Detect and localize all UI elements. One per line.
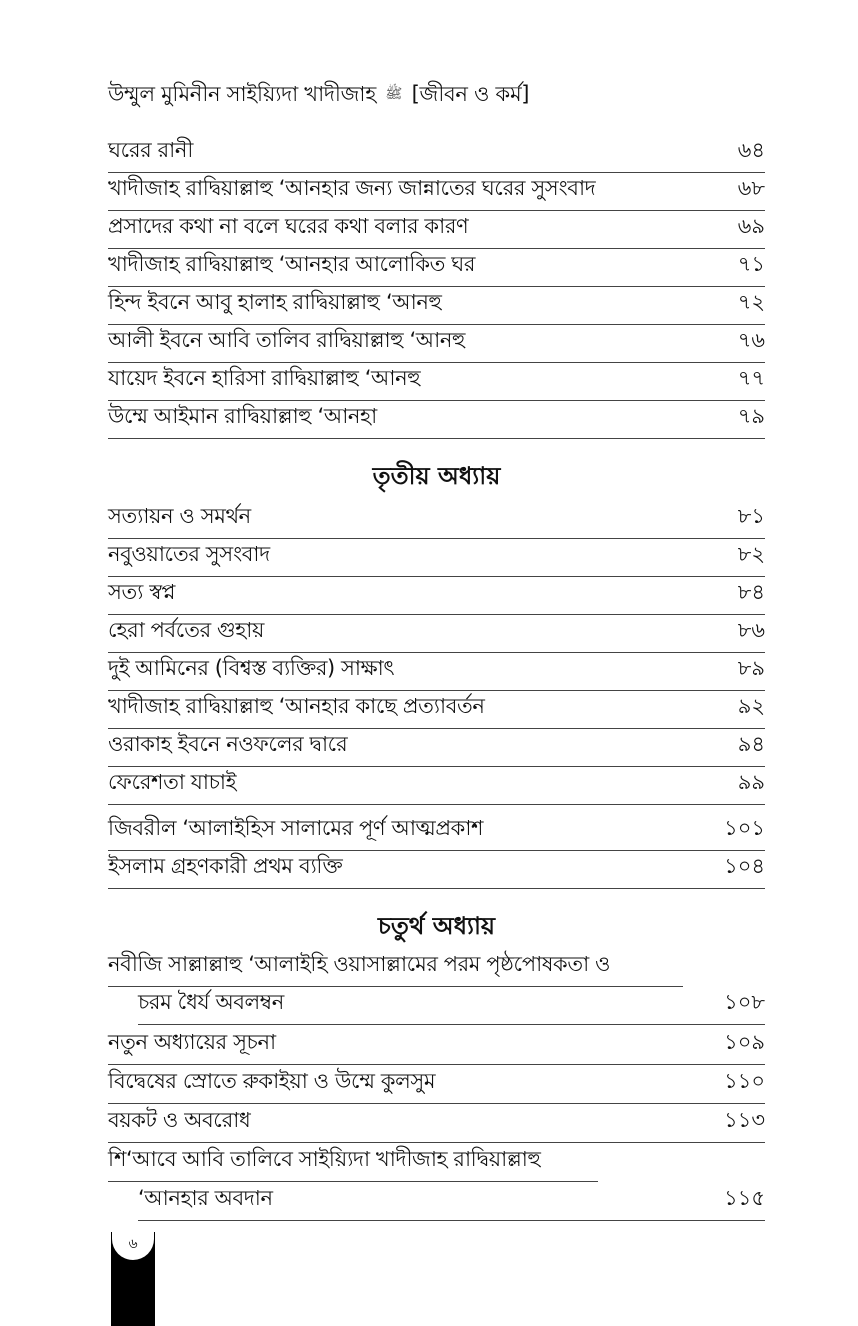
toc-entry-title: বিদ্বেষের স্রোতে রুকাইয়া ও উম্মে কুলসুম <box>108 1069 436 1093</box>
toc-entry-page: ১০৯ <box>724 1030 765 1054</box>
toc-entry-page: ৯২ <box>737 694 765 718</box>
toc-entry[interactable] <box>108 504 765 539</box>
toc-entry-title: হেরা পর্বতের গুহায় <box>108 618 264 642</box>
toc-entry[interactable] <box>108 656 765 691</box>
toc-entry-page: ১০৮ <box>724 990 765 1014</box>
toc-entry-line1[interactable] <box>108 1147 598 1182</box>
toc-entry-page: ৮৯ <box>737 656 765 680</box>
toc-entry-title: বয়কট ও অবরোধ <box>108 1108 251 1132</box>
toc-entry-page: ৯৯ <box>737 770 765 794</box>
toc-entry[interactable] <box>108 290 765 325</box>
chapter-heading: চতুর্থ অধ্যায় <box>377 912 496 940</box>
toc-entry-title: খাদীজাহ রাদ্বিয়াল্লাহু ‘আনহার কাছে প্রত্যাবর্তন <box>108 694 485 718</box>
toc-entry[interactable] <box>108 816 765 851</box>
toc-entry-page: ১০১ <box>724 816 765 840</box>
toc-entry-title: ঘরের রানী <box>108 138 193 162</box>
toc-entry-title: ফেরেশতা যাচাই <box>108 770 237 794</box>
toc-entry-page: ১১৫ <box>724 1186 765 1210</box>
toc-entry-title: শি‘আবে আবি তালিবে সাইয়্যিদা খাদীজাহ রাদ্বিয়াল্লাহু <box>108 1147 541 1171</box>
toc-entry-page: ৮৪ <box>737 580 765 604</box>
toc-entry-title: সত্যায়ন ও সমর্থন <box>108 504 251 528</box>
toc-entry[interactable] <box>108 1108 765 1143</box>
toc-entry-title: হিন্দ ইবনে আবু হালাহ রাদ্বিয়াল্লাহু ‘আনহু <box>108 290 442 314</box>
toc-entry-page: ৭২ <box>737 290 765 314</box>
toc-entry-title: দুই আমিনের (বিশ্বস্ত ব্যক্তির) সাক্ষাৎ <box>108 656 395 680</box>
toc-entry-page: ৭৯ <box>737 404 765 428</box>
toc-entry-page: ১১০ <box>724 1069 765 1093</box>
toc-entry[interactable] <box>108 176 765 211</box>
toc-entry[interactable] <box>108 732 765 767</box>
toc-entry[interactable] <box>108 252 765 287</box>
toc-entry-page: ৮২ <box>737 542 765 566</box>
toc-entry-title: ইসলাম গ্রহণকারী প্রথম ব্যক্তি <box>108 854 343 878</box>
toc-entry[interactable] <box>108 214 765 249</box>
toc-entry[interactable] <box>108 1030 765 1065</box>
toc-entry-page: ৭৬ <box>737 328 765 352</box>
toc-entry-page: ৭১ <box>737 252 765 276</box>
toc-entry[interactable] <box>108 542 765 577</box>
toc-entry-page: ৬৯ <box>737 214 765 238</box>
toc-entry-line1[interactable] <box>108 952 683 987</box>
toc-entry-title: প্রসাদের কথা না বলে ঘরের কথা বলার কারণ <box>108 214 469 238</box>
toc-entry-title: ‘আনহার অবদান <box>138 1186 273 1210</box>
book-subtitle: [জীবন ও কর্ম] <box>411 82 530 106</box>
honorific-symbol-icon: ﷺ <box>385 86 403 102</box>
toc-entry-page: ৭৭ <box>737 366 765 390</box>
toc-entry[interactable] <box>108 328 765 363</box>
toc-entry-title: উম্মে আইমান রাদ্বিয়াল্লাহু ‘আনহা <box>108 404 377 428</box>
toc-entry-page: ৮৬ <box>737 618 765 642</box>
toc-entry[interactable] <box>108 770 765 805</box>
toc-entry-page: ১০৪ <box>724 854 765 878</box>
toc-entry-title: চরম ধৈর্য অবলম্বন <box>138 990 284 1014</box>
page-folio-tab <box>111 1232 155 1326</box>
toc-entry-title: নবীজি সাল্লাল্লাহু ‘আলাইহি ওয়াসাল্লামের পরম পৃষ্ঠপোষকতা ও <box>108 952 611 976</box>
toc-entry-title: জিবরীল ‘আলাইহিস সালামের পূর্ণ আত্মপ্রকাশ <box>108 816 484 840</box>
toc-entry-page: ৯৪ <box>737 732 765 756</box>
page-number: ৬ <box>112 1232 154 1260</box>
book-title: উম্মুল মুমিনীন সাইয়্যিদা খাদীজাহ <box>108 82 376 106</box>
toc-entry-title: খাদীজাহ রাদ্বিয়াল্লাহু ‘আনহার আলোকিত ঘর <box>108 252 475 276</box>
toc-entry-title: আলী ইবনে আবি তালিব রাদ্বিয়াল্লাহু ‘আনহু <box>108 328 466 352</box>
toc-entry[interactable] <box>108 138 765 173</box>
toc-entry-page: ১১৩ <box>724 1108 765 1132</box>
toc-entry[interactable] <box>108 366 765 401</box>
toc-entry-title: নতুন অধ্যায়ের সূচনা <box>108 1030 276 1054</box>
toc-entry-title: নবুওয়াতের সুসংবাদ <box>108 542 270 566</box>
toc-entry[interactable] <box>108 1069 765 1104</box>
toc-entry-title: যায়েদ ইবনে হারিসা রাদ্বিয়াল্লাহু ‘আনহু <box>108 366 421 390</box>
toc-entry-title: ওরাকাহ ইবনে নওফলের দ্বারে <box>108 732 348 756</box>
toc-entry-line2[interactable] <box>138 1186 765 1221</box>
toc-entry-page: ৬৪ <box>737 138 765 162</box>
toc-entry[interactable] <box>108 694 765 729</box>
toc-entry[interactable] <box>108 854 765 889</box>
running-head <box>108 78 529 113</box>
toc-entry-line2[interactable] <box>138 990 765 1025</box>
chapter-heading: তৃতীয় অধ্যায় <box>372 462 501 490</box>
toc-entry[interactable] <box>108 404 765 439</box>
toc-entry-title: সত্য স্বপ্ন <box>108 580 175 604</box>
toc-entry[interactable] <box>108 580 765 615</box>
toc-entry-page: ৬৮ <box>737 176 765 200</box>
toc-entry[interactable] <box>108 618 765 653</box>
toc-entry-page: ৮১ <box>737 504 765 528</box>
toc-entry-title: খাদীজাহ রাদ্বিয়াল্লাহু ‘আনহার জন্য জান্নাতের ঘরের সুসংবাদ <box>108 176 596 200</box>
